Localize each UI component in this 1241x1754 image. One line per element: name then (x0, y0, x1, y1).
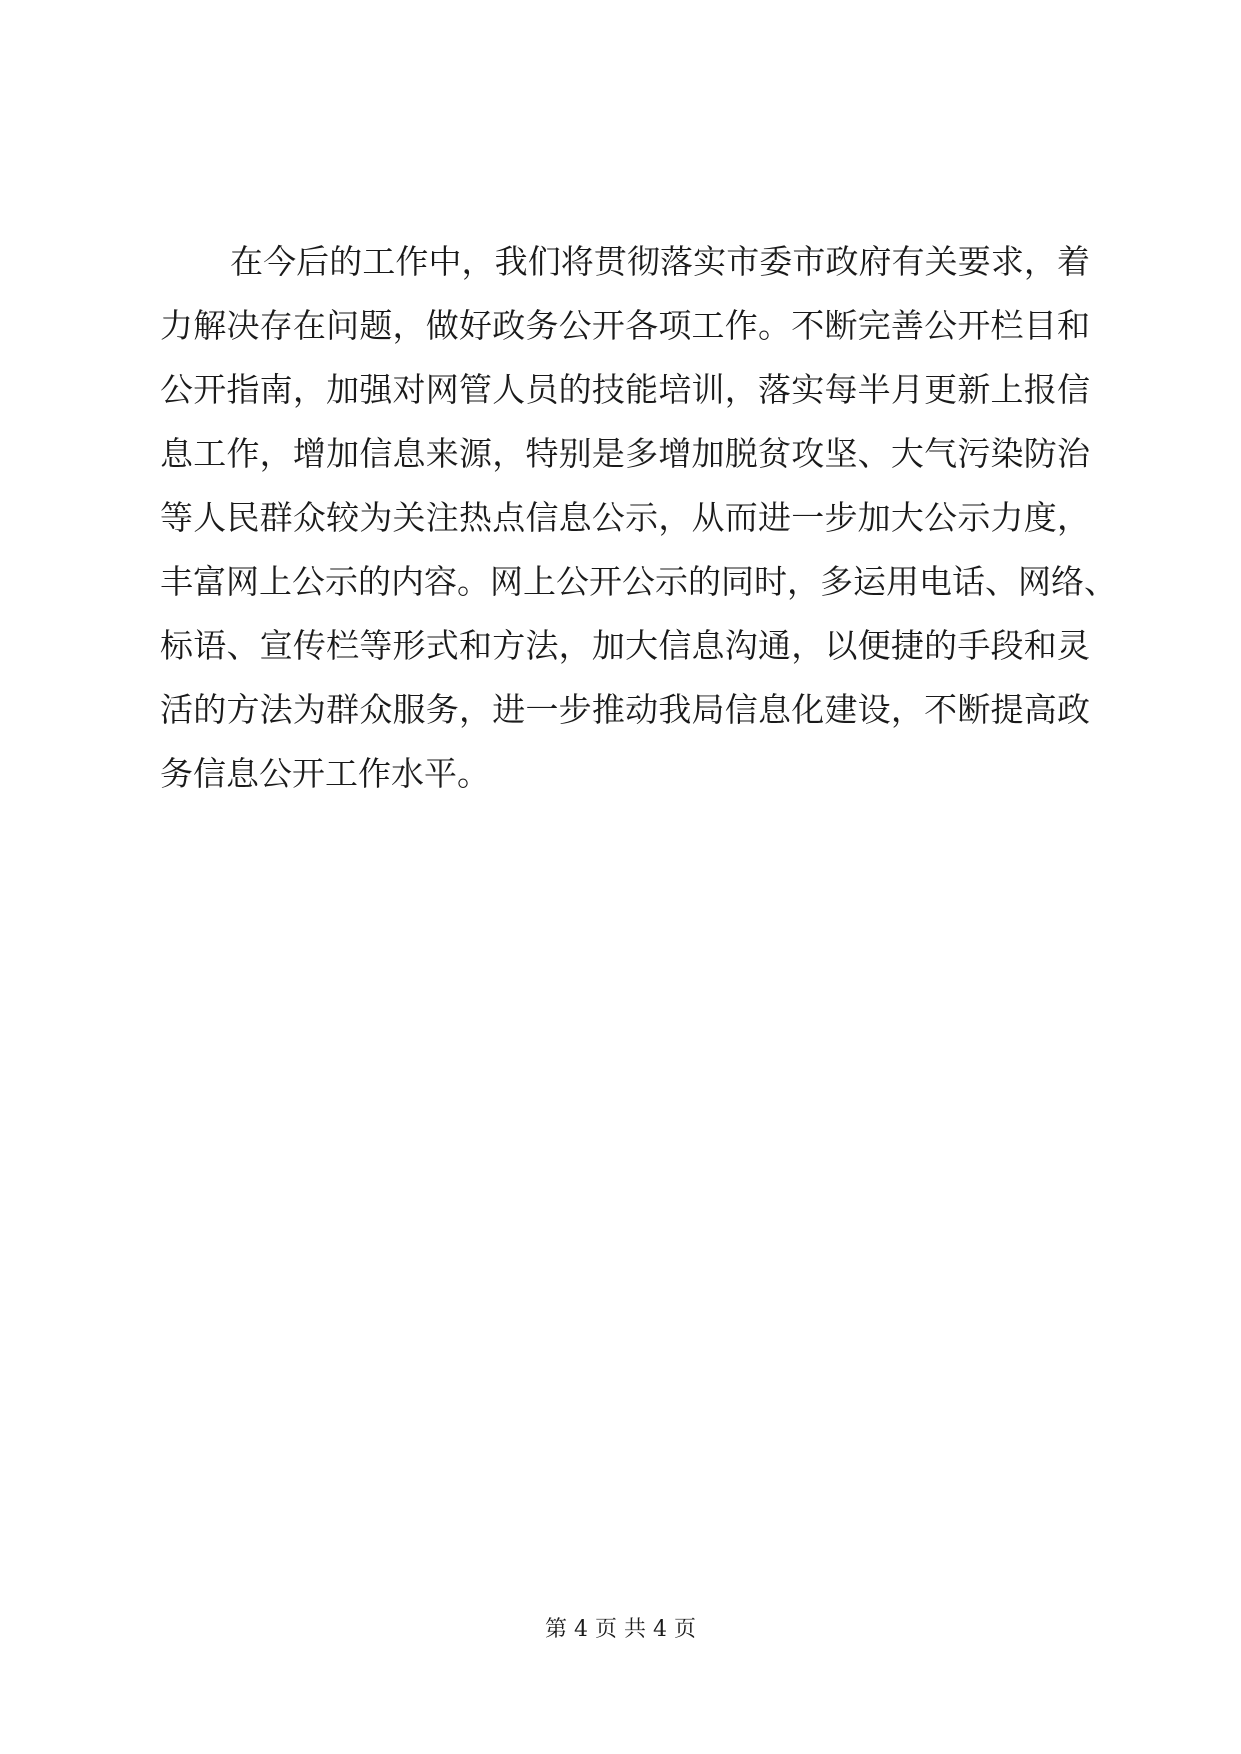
paragraph-line: 丰富网上公示的内容。网上公开公示的同时，多运用电话、网络、 (160, 562, 1117, 601)
paragraph-line: 等人民群众较为关注热点信息公示，从而进一步加大公示力度， (160, 498, 1090, 537)
paragraph-line: 在今后的工作中，我们将贯彻落实市委市政府有关要求，着 (230, 242, 1090, 281)
paragraph-line: 公开指南，加强对网管人员的技能培训，落实每半月更新上报信 (160, 370, 1090, 409)
paragraph-line: 力解决存在问题，做好政务公开各项工作。不断完善公开栏目和 (160, 306, 1090, 345)
paragraph-line: 标语、宣传栏等形式和方法，加大信息沟通，以便捷的手段和灵 (160, 626, 1090, 665)
paragraph-line: 务信息公开工作水平。 (160, 754, 490, 793)
paragraph-line: 息工作，增加信息来源，特别是多增加脱贫攻坚、大气污染防治 (160, 434, 1090, 473)
page-number-footer: 第 4 页 共 4 页 (545, 1617, 696, 1642)
body-paragraph (160, 230, 1117, 806)
paragraph-line: 活的方法为群众服务，进一步推动我局信息化建设，不断提高政 (160, 690, 1090, 729)
